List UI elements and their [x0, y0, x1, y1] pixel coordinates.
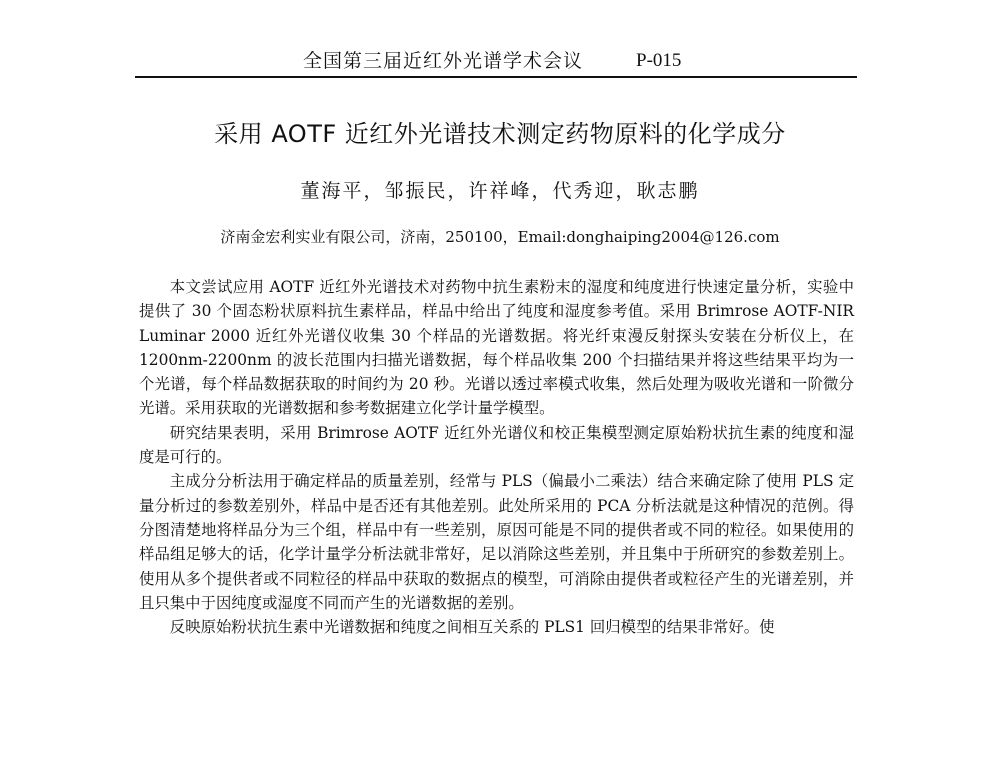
author-list: 董海平，邹振民，许祥峰，代秀迎，耿志鹏: [300, 180, 700, 202]
paper-title: 采用 AOTF 近红外光谱技术测定药物原料的化学成分: [214, 120, 786, 148]
abstract-body: [139, 275, 854, 639]
conference-name: 全国第三届近红外光谱学术会议: [303, 50, 584, 72]
paper-code: P-015: [636, 50, 682, 71]
paragraph-1: 本文尝试应用 AOTF 近红外光谱技术对药物中抗生素粉末的湿度和纯度进行快速定量分析，实验中提供了 30 个固态粉状原料抗生素样品，样品中给出了纯度和湿度参考值。采用 Brimrose AOTF-NIR Luminar 2000 近红外光谱仪收集 30 个样品的光谱数据。将光纤束漫反射探头安装在分析仪上，在 1200nm-2200nm 的波长范围内扫描光谱数据，每个样品收集 200 个扫描结果并将这些结果平均为一个光谱，每个样品数据获取的时间约为 20 秒。光谱以透过率模式收集，然后处理为吸收光谱和一阶微分光谱。采用获取的光谱数据和参考数据建立化学计量学模型。: [139, 278, 854, 418]
paragraph-3: 主成分分析法用于确定样品的质量差别，经常与 PLS（偏最小二乘法）结合来确定除了使用 PLS 定量分析过的参数差别外，样品中是否还有其他差别。此处所采用的 PCA 分析法就是这种情况的范例。得分图清楚地将样品分为三个组，样品中有一些差别，原因可能是不同的提供者或不同的粒径。如果使用的样品组足够大的话，化学计量学分析法就非常好，足以消除这些差别，并且集中于所研究的参数差别上。使用从多个提供者或不同粒径的样品中获取的数据点的模型，可消除由提供者或粒径产生的光谱差别，并且只集中于因纯度或湿度不同而产生的光谱数据的差别。: [139, 472, 855, 612]
running-header: [135, 46, 857, 78]
paragraph-4: 反映原始粉状抗生素中光谱数据和纯度之间相互关系的 PLS1 回归模型的结果非常好。使: [169, 618, 775, 637]
paragraph-2: 研究结果表明，采用 Brimrose AOTF 近红外光谱仪和校正集模型测定原始粉状抗生素的纯度和湿度是可行的。: [139, 423, 854, 467]
affiliation: 济南金宏利实业有限公司，济南，250100，Email:donghaiping2004@126.com: [220, 228, 780, 246]
